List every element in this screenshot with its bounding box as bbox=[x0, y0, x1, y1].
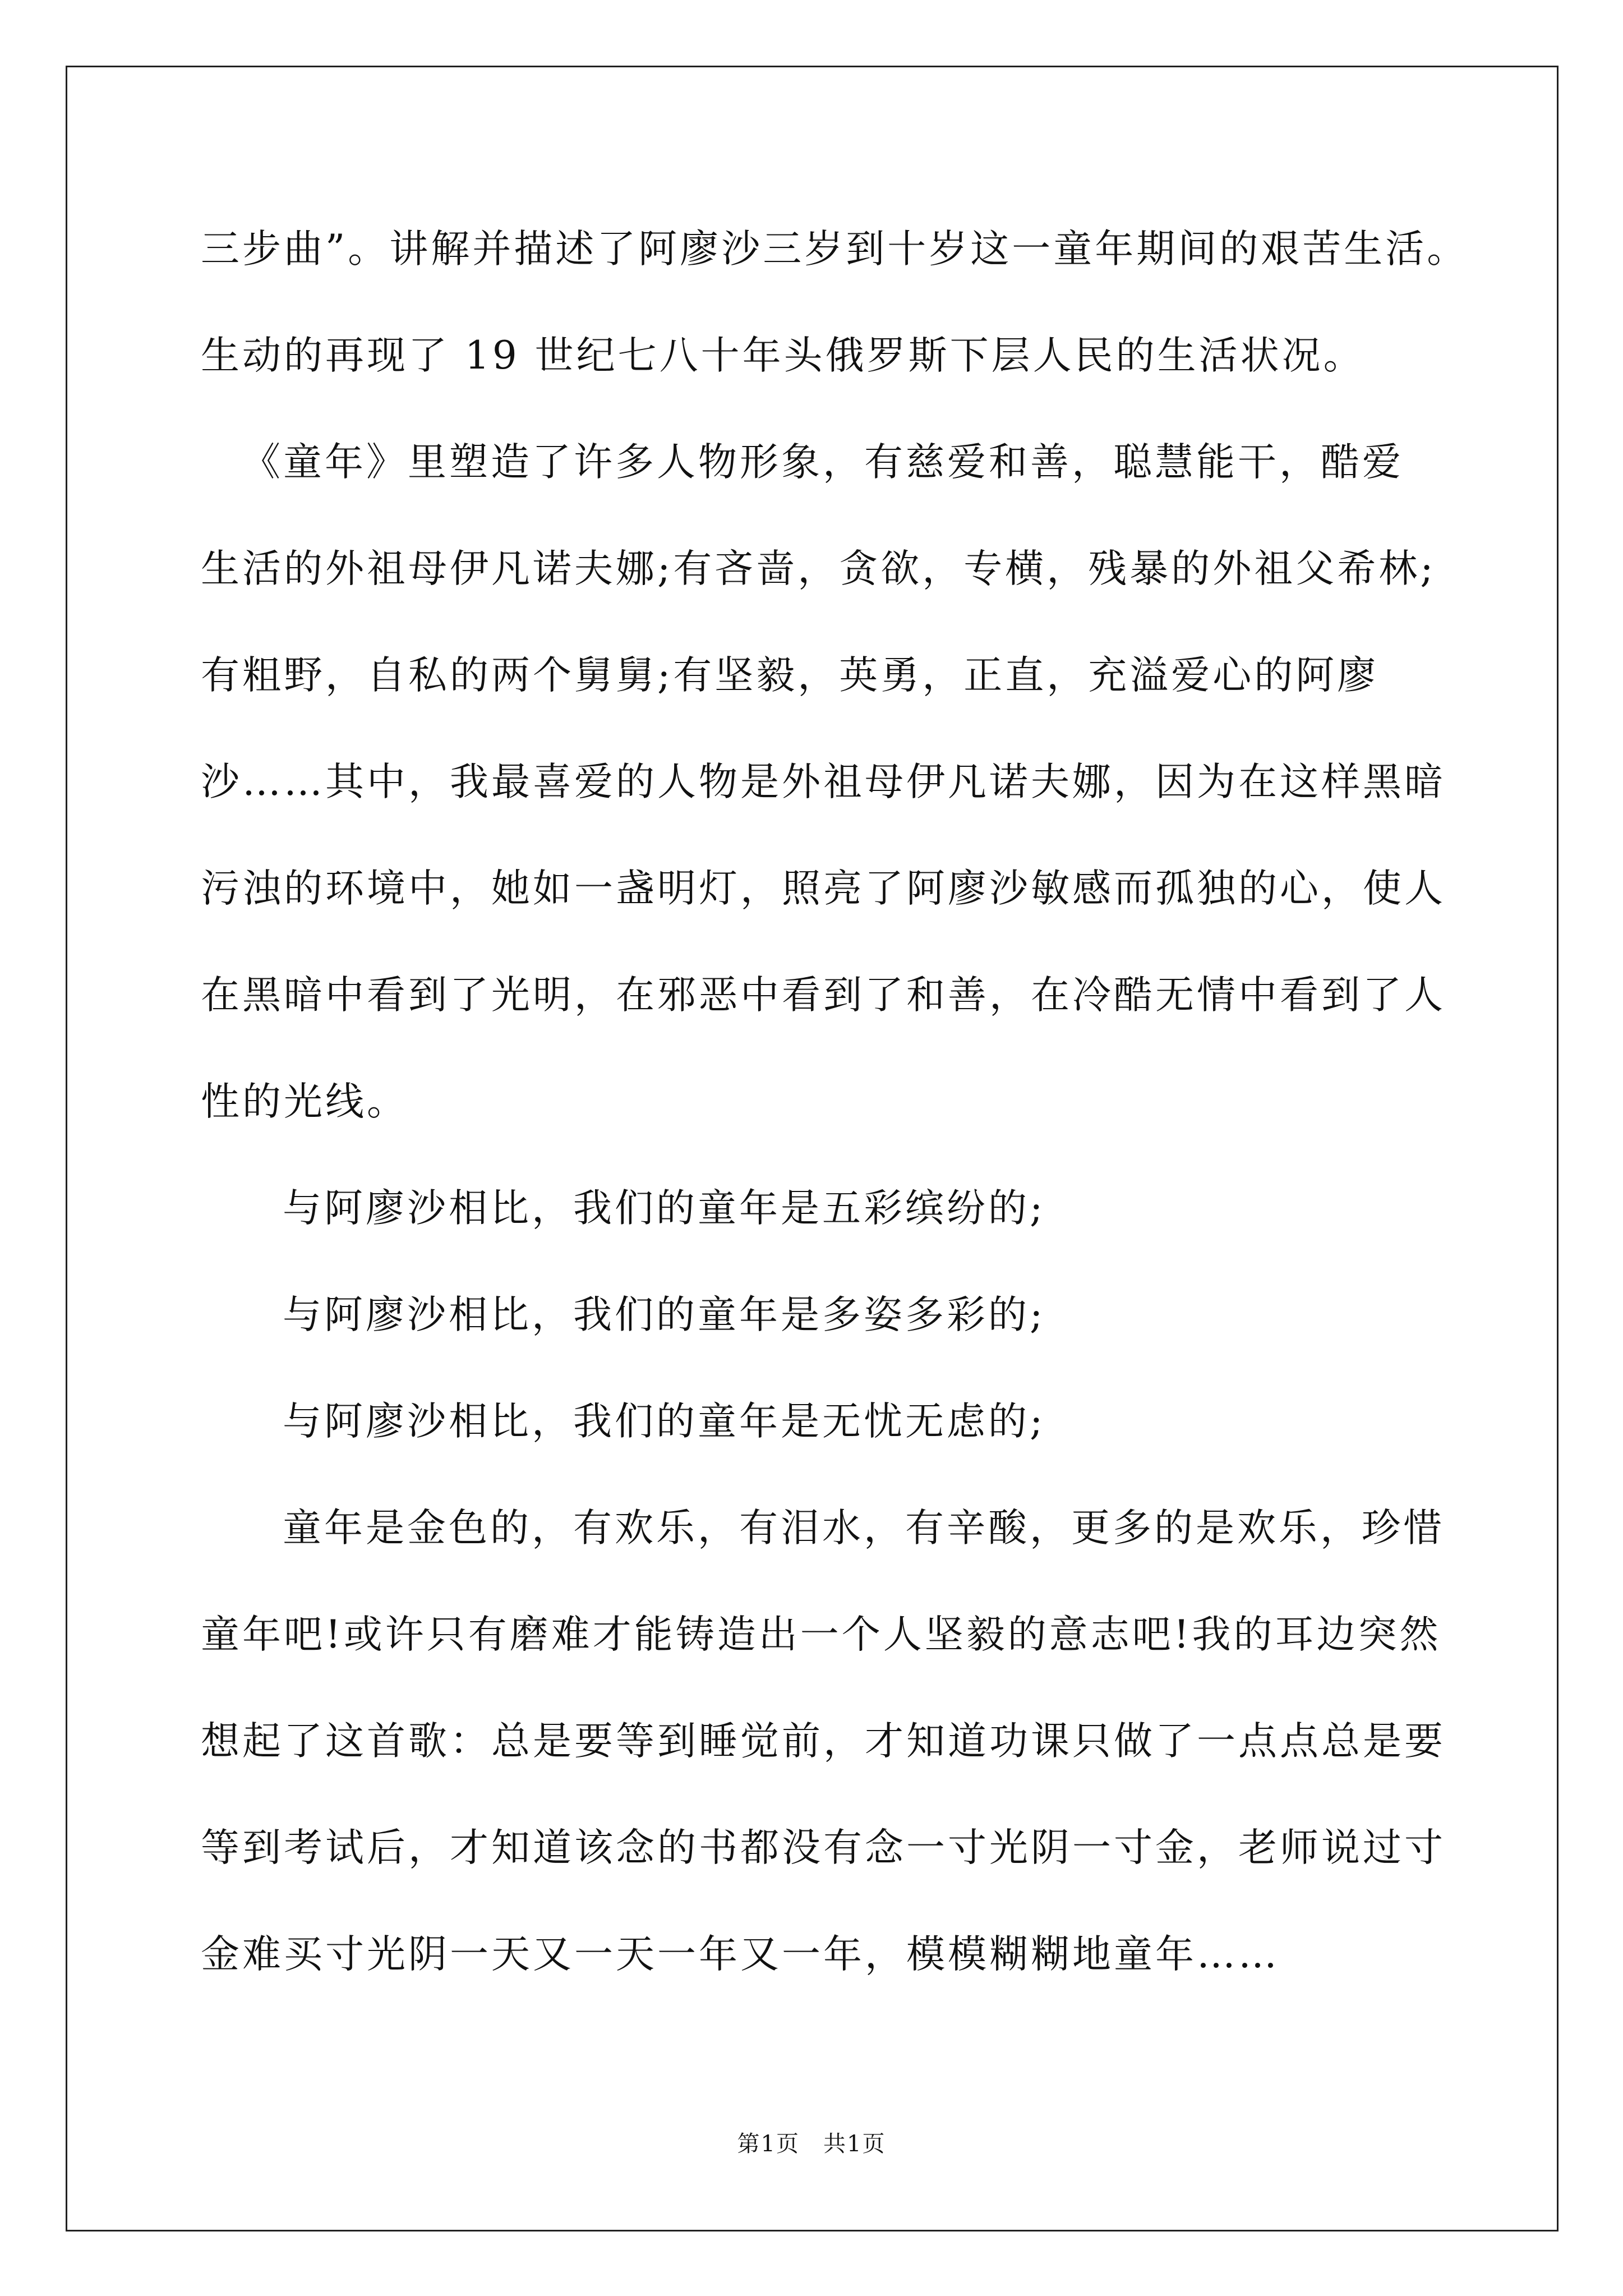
text-line: 在黑暗中看到了光明，在邪恶中看到了和善，在冷酷无情中看到了人 bbox=[201, 973, 1446, 1018]
text-line: 童年吧!或许只有磨难才能铸造出一个人坚毅的意志吧!我的耳边突然 bbox=[201, 1612, 1441, 1657]
text-line: 污浊的环境中，她如一盏明灯，照亮了阿廖沙敏感而孤独的心，使人 bbox=[201, 866, 1446, 911]
text-line: 有粗野，自私的两个舅舅;有坚毅，英勇，正直，充溢爱心的阿廖 bbox=[201, 653, 1379, 698]
text-line: 三步曲”。讲解并描述了阿廖沙三岁到十岁这一童年期间的艰苦生活。 bbox=[201, 227, 1469, 272]
text-line: 生活的外祖母伊凡诺夫娜;有吝啬，贪欲，专横，残暴的外祖父希林; bbox=[201, 546, 1436, 591]
body-text bbox=[201, 196, 1536, 2008]
text-line: 性的光线。 bbox=[201, 1079, 408, 1124]
text-line: 等到考试后，才知道该念的书都没有念一寸光阴一寸金，老师说过寸 bbox=[201, 1825, 1446, 1870]
paragraph-start-line: 与阿廖沙相比，我们的童年是五彩缤纷的; bbox=[283, 1186, 1046, 1231]
text-line: 想起了这首歌：总是要等到睡觉前，才知道功课只做了一点点总是要 bbox=[201, 1719, 1446, 1764]
paragraph-start-line: 童年是金色的，有欢乐，有泪水，有辛酸，更多的是欢乐，珍惜 bbox=[283, 1506, 1445, 1550]
page-number-footer: 第1页 共1页 bbox=[737, 2131, 886, 2157]
paragraph-start-line: 与阿廖沙相比，我们的童年是无忧无虑的; bbox=[283, 1399, 1046, 1444]
paragraph-start-line: 与阿廖沙相比，我们的童年是多姿多彩的; bbox=[283, 1292, 1046, 1337]
text-line: 金难买寸光阴一天又一天一年又一年，模模糊糊地童年…… bbox=[201, 1932, 1280, 1977]
text-line: 沙……其中，我最喜爱的人物是外祖母伊凡诺夫娜，因为在这样黑暗 bbox=[201, 760, 1446, 804]
paragraph-start-line: 《童年》里塑造了许多人物形象，有慈爱和善，聪慧能干，酷爱 bbox=[242, 440, 1404, 485]
text-line: 生动的再现了 19 世纪七八十年头俄罗斯下层人民的生活状况。 bbox=[201, 333, 1365, 378]
